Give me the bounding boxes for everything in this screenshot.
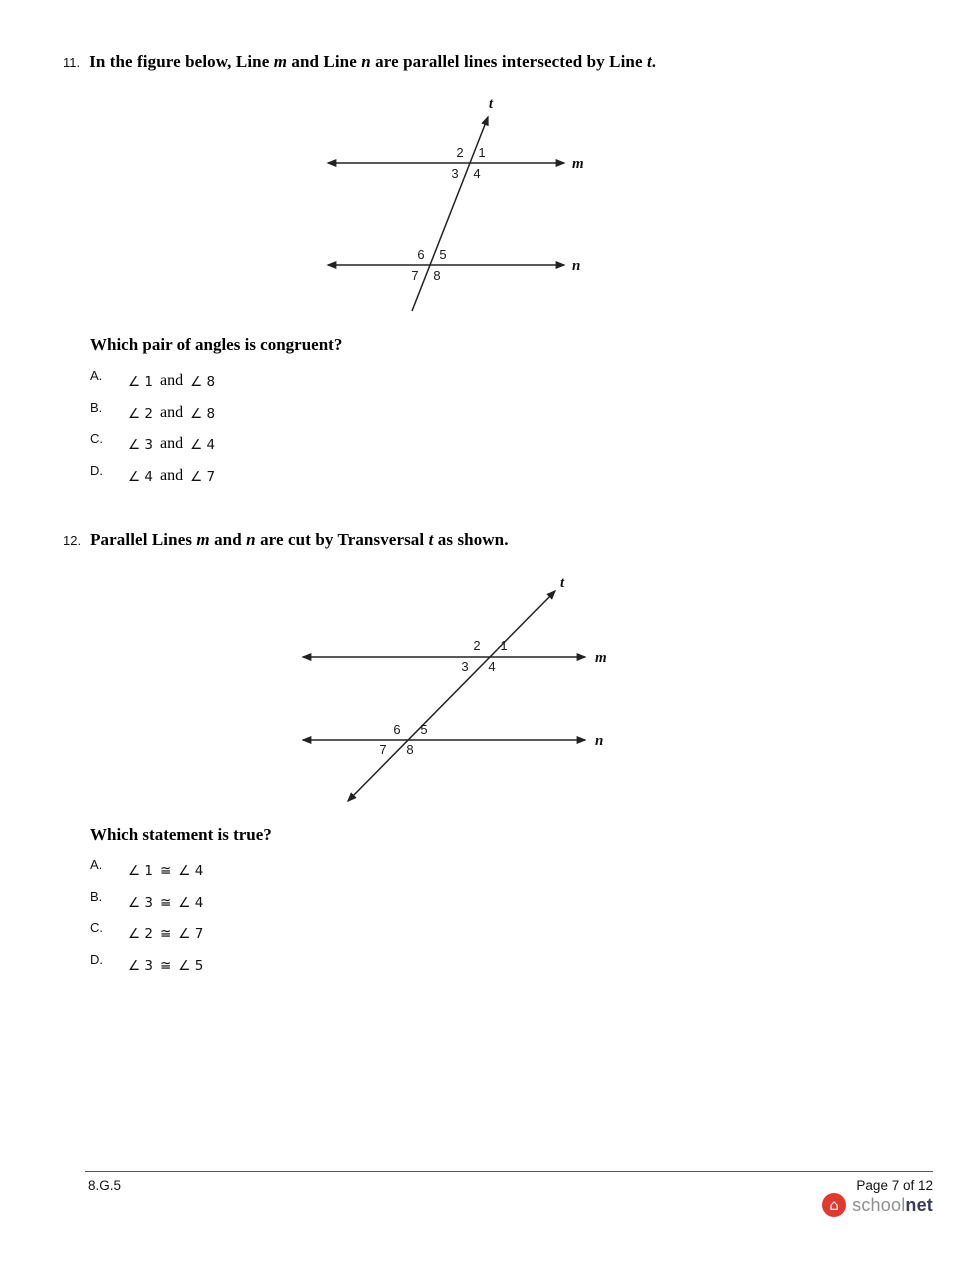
choice-angle-b: ∠ 7 xyxy=(190,469,216,485)
page-number: Page 7 of 12 xyxy=(856,1178,933,1193)
choice-angle-b: ∠ 8 xyxy=(190,406,216,422)
choice-conjunction: and xyxy=(159,467,184,484)
angle-4-label: 4 xyxy=(473,166,481,181)
choice-angle-a: ∠ 3 xyxy=(128,895,153,911)
congruent-symbol: ≅ xyxy=(159,863,172,879)
choice-angle-a: ∠ 1 xyxy=(128,374,153,390)
choice-conjunction: and xyxy=(159,404,184,421)
choice-angle-a: ∠ 1 xyxy=(128,863,153,879)
angle-2-label: 2 xyxy=(456,145,464,160)
question-12-figure xyxy=(293,573,623,813)
prompt-segment: and Line xyxy=(287,52,362,71)
angle-2-label: 2 xyxy=(473,638,481,653)
line-t-variable: t xyxy=(646,52,652,71)
t-label: t xyxy=(488,96,494,112)
congruent-symbol: ≅ xyxy=(159,958,172,974)
choice-conjunction: and xyxy=(159,435,184,452)
choice-angle-a: ∠ 2 xyxy=(128,406,153,422)
angle-1-label: 1 xyxy=(478,145,486,160)
angle-5-label: 5 xyxy=(439,247,447,262)
line-m-variable: m xyxy=(273,52,288,71)
transversal-t xyxy=(412,117,488,311)
choice-angle-b: ∠ 4 xyxy=(178,895,204,911)
angle-7-label: 7 xyxy=(411,268,419,283)
choice-letter: A. xyxy=(90,857,103,872)
choice-angle-b: ∠ 4 xyxy=(190,437,216,453)
question-12-prompt xyxy=(90,530,509,550)
house-icon: ⌂ xyxy=(822,1193,846,1217)
prompt-segment: are cut by Transversal xyxy=(255,530,429,549)
congruent-symbol: ≅ xyxy=(159,895,172,911)
m-label: m xyxy=(572,156,584,172)
angle-6-label: 6 xyxy=(417,247,425,262)
prompt-segment: In the figure below, Line xyxy=(89,52,274,71)
congruent-symbol: ≅ xyxy=(159,926,172,942)
choice-letter: B. xyxy=(90,889,103,904)
choice-11-c xyxy=(90,431,215,453)
choice-letter: C. xyxy=(90,431,103,446)
choice-letter: C. xyxy=(90,920,103,935)
logo-net-text: net xyxy=(905,1194,933,1215)
line-n-variable: n xyxy=(246,530,256,549)
choice-angle-b: ∠ 7 xyxy=(178,926,204,942)
question-11-figure xyxy=(318,93,600,323)
prompt-segment: and xyxy=(209,530,247,549)
t-label: t xyxy=(560,575,565,591)
n-label: n xyxy=(572,258,581,274)
line-t-variable: t xyxy=(428,530,434,549)
angle-3-label: 3 xyxy=(451,166,459,181)
choice-12-c xyxy=(90,920,203,942)
question-11-number: 11. xyxy=(63,55,81,70)
choice-letter: D. xyxy=(90,463,103,478)
prompt-segment: as shown. xyxy=(433,530,509,549)
choice-12-d xyxy=(90,952,203,974)
choice-angle-a: ∠ 3 xyxy=(128,437,153,453)
angle-5-label: 5 xyxy=(420,722,428,737)
choice-angle-a: ∠ 2 xyxy=(128,926,153,942)
choice-11-a xyxy=(90,368,215,390)
angle-1-label: 1 xyxy=(500,638,508,653)
prompt-segment: Parallel Lines xyxy=(90,530,197,549)
question-11-subquestion: Which pair of angles is congruent? xyxy=(90,335,343,354)
choice-angle-b: ∠ 8 xyxy=(190,374,216,390)
choice-12-a xyxy=(90,857,203,879)
angle-4-label: 4 xyxy=(488,659,496,674)
line-m-variable: m xyxy=(196,530,210,549)
choice-angle-b: ∠ 5 xyxy=(178,958,204,974)
m-label: m xyxy=(595,650,607,666)
question-12-number: 12. xyxy=(63,533,82,548)
n-label: n xyxy=(595,733,604,749)
question-11-header xyxy=(63,52,656,72)
prompt-segment: are parallel lines intersected by Line xyxy=(370,52,647,71)
question-11-prompt xyxy=(89,52,656,72)
choice-11-b xyxy=(90,400,215,422)
transversal-t xyxy=(348,591,555,801)
choice-angle-a: ∠ 4 xyxy=(128,469,153,485)
choice-angle-b: ∠ 4 xyxy=(178,863,204,879)
schoolnet-logo xyxy=(822,1193,933,1217)
standard-code: 8.G.5 xyxy=(88,1178,122,1193)
choice-angle-a: ∠ 3 xyxy=(128,958,153,974)
prompt-segment: . xyxy=(651,52,657,71)
choice-11-d xyxy=(90,463,215,485)
question-12-header xyxy=(63,530,509,550)
angle-7-label: 7 xyxy=(379,742,387,757)
footer-divider xyxy=(85,1171,933,1172)
angle-6-label: 6 xyxy=(393,722,401,737)
logo-school-text: school xyxy=(852,1194,906,1215)
choice-letter: B. xyxy=(90,400,103,415)
angle-8-label: 8 xyxy=(433,268,441,283)
angle-8-label: 8 xyxy=(406,742,414,757)
question-12-subquestion: Which statement is true? xyxy=(90,825,272,844)
choice-letter: D. xyxy=(90,952,103,967)
choice-letter: A. xyxy=(90,368,103,383)
choice-conjunction: and xyxy=(159,372,184,389)
angle-3-label: 3 xyxy=(461,659,469,674)
choice-12-b xyxy=(90,889,203,911)
schoolnet-wordmark xyxy=(852,1195,933,1216)
line-n-variable: n xyxy=(361,52,371,71)
